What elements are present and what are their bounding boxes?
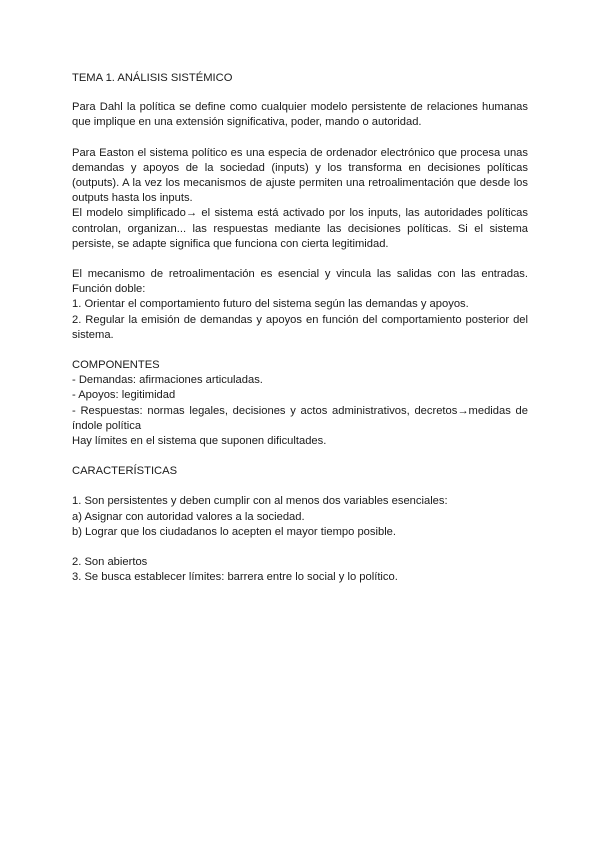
document-title: TEMA 1. ANÁLISIS SISTÉMICO — [72, 72, 233, 84]
component-item: - Apoyos: legitimidad — [72, 389, 176, 402]
characteristic-item: 3. Se busca establecer límites: barrera entre lo social y lo político. — [72, 571, 398, 584]
easton-paragraph: Para Easton el sistema político es una especia de ordenador electrónico que procesa unas demandas y apoyos de la sociedad (inputs) y los transforma en decisiones políticas (outputs). A la vez los mecanismos de ajuste permiten una retroalimentación que desde los outputs hasta los inputs. — [72, 146, 528, 205]
characteristics-heading: CARACTERÍSTICAS — [72, 465, 178, 478]
feedback-item: 2. Regular la emisión de demandas y apoyos en función del comportamiento posterior del sistema. — [72, 313, 528, 341]
dahl-paragraph: Para Dahl la política se define como cualquier modelo persistente de relaciones humanas que implique en una extensión significativa, poder, mando o autoridad. — [72, 101, 528, 129]
model-paragraph: El modelo simplificado→ el sistema está activado por los inputs, las autoridades políticas controlan, organizan... las respuestas mediante las decisiones políticas. Si el sistema persiste, se adapte significa que funciona con cierta legitimidad. — [72, 207, 528, 250]
spacer — [72, 479, 528, 494]
component-item: - Respuestas: normas legales, decisiones y actos administrativos, decretos→medidas de índole política — [72, 404, 528, 432]
components-heading: COMPONENTES — [72, 359, 160, 372]
component-item: - Demandas: afirmaciones articuladas. — [72, 374, 263, 387]
characteristic-item: a) Asignar con autoridad valores a la sociedad. — [72, 510, 305, 523]
document-body — [72, 71, 528, 585]
spacer — [72, 343, 528, 358]
feedback-paragraph: El mecanismo de retroalimentación es esencial y vincula las salidas con las entradas. Función doble: — [72, 268, 528, 296]
component-item: Hay límites en el sistema que suponen dificultades. — [72, 435, 327, 448]
spacer — [72, 252, 528, 267]
spacer — [72, 449, 528, 464]
spacer — [72, 540, 528, 555]
spacer — [72, 131, 528, 146]
characteristic-item: 2. Son abiertos — [72, 556, 148, 569]
feedback-item: 1. Orientar el comportamiento futuro del sistema según las demandas y apoyos. — [72, 298, 469, 311]
characteristic-item: 1. Son persistentes y deben cumplir con al menos dos variables esenciales: — [72, 495, 448, 508]
characteristic-item: b) Lograr que los ciudadanos lo acepten el mayor tiempo posible. — [72, 525, 397, 538]
